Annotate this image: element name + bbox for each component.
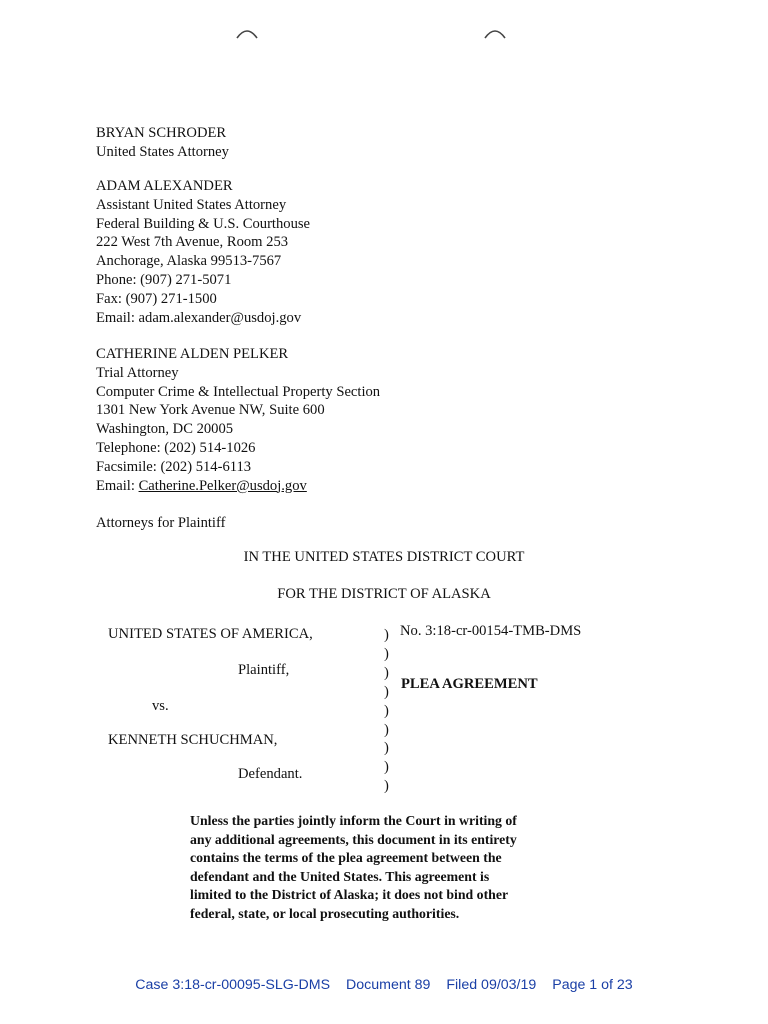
paren: )	[384, 645, 389, 662]
paren: )	[384, 627, 389, 643]
paren: )	[384, 740, 389, 757]
punch-hole-right	[482, 26, 508, 40]
plaintiff-name: UNITED STATES OF AMERICA,	[108, 626, 313, 642]
paren: )	[384, 702, 389, 719]
plea-notice	[190, 812, 580, 924]
notice-line: contains the terms of the plea agreement between the	[190, 850, 502, 866]
plaintiff-role: Plaintiff,	[238, 662, 290, 678]
notice-line: any additional agreements, this document in its entirety	[190, 831, 517, 847]
defendant-name: KENNETH SCHUCHMAN,	[108, 732, 278, 748]
paren: )	[384, 664, 389, 681]
attorney-name: ADAM ALEXANDER	[96, 178, 233, 194]
attorney-email-row	[96, 477, 380, 496]
attorney-name: BRYAN SCHRODER	[96, 125, 227, 141]
notice-line: limited to the District of Alaska; it does not bind other	[190, 887, 509, 903]
attorney-line: Fax: (907) 271-1500	[96, 290, 217, 307]
district-title: FOR THE DISTRICT OF ALASKA	[277, 586, 491, 602]
notice-line: defendant and the United States. This agreement is	[190, 868, 490, 884]
attorney-line: Phone: (907) 271-5071	[96, 271, 232, 288]
attorney-line: Washington, DC 20005	[96, 421, 234, 438]
punch-hole-left	[234, 26, 260, 40]
attorneys-for-line	[96, 514, 225, 533]
filing-footer	[0, 977, 768, 993]
case-number: No. 3:18-cr-00154-TMB-DMS	[400, 623, 582, 639]
attorney-line: Computer Crime & Intellectual Property Section	[96, 383, 381, 400]
attorney-line: Facsimile: (202) 514-6113	[96, 458, 252, 475]
attorney-line: Telephone: (202) 514-1026	[96, 439, 256, 456]
email-link[interactable]: Catherine.Pelker@usdoj.gov	[138, 477, 307, 494]
attorneys-for: Attorneys for Plaintiff	[96, 515, 226, 531]
paren: )	[384, 721, 389, 738]
attorney-email: Email: adam.alexander@usdoj.gov	[96, 309, 302, 326]
attorney-block-schroder	[96, 124, 229, 162]
attorney-block-pelker	[96, 345, 380, 495]
attorney-line: Anchorage, Alaska 99513-7567	[96, 253, 282, 270]
document-title: PLEA AGREEMENT	[401, 676, 538, 692]
caption-parentheses	[384, 626, 389, 796]
attorney-title: United States Attorney	[96, 143, 229, 160]
footer-page: Page 1 of 23	[552, 977, 633, 993]
paren: )	[384, 759, 389, 776]
email-label: Email:	[96, 477, 139, 494]
attorney-line: 222 West 7th Avenue, Room 253	[96, 234, 289, 251]
notice-line: federal, state, or local prosecuting authorities.	[190, 905, 460, 921]
attorney-block-alexander	[96, 177, 310, 327]
footer-case: Case 3:18-cr-00095-SLG-DMS	[135, 977, 331, 993]
attorney-name: CATHERINE ALDEN PELKER	[96, 346, 289, 362]
attorney-line: Federal Building & U.S. Courthouse	[96, 215, 311, 232]
versus: vs.	[152, 698, 169, 714]
paren: )	[384, 778, 389, 795]
court-title: IN THE UNITED STATES DISTRICT COURT	[243, 549, 525, 565]
paren: )	[384, 683, 389, 700]
attorney-line: 1301 New York Avenue NW, Suite 600	[96, 402, 325, 419]
attorney-line: Assistant United States Attorney	[96, 196, 287, 213]
footer-filed: Filed 09/03/19	[446, 977, 537, 993]
footer-document: Document 89	[346, 977, 431, 993]
defendant-role: Defendant.	[238, 766, 303, 782]
attorney-line: Trial Attorney	[96, 364, 179, 381]
notice-line: Unless the parties jointly inform the Court in writing of	[190, 813, 517, 828]
